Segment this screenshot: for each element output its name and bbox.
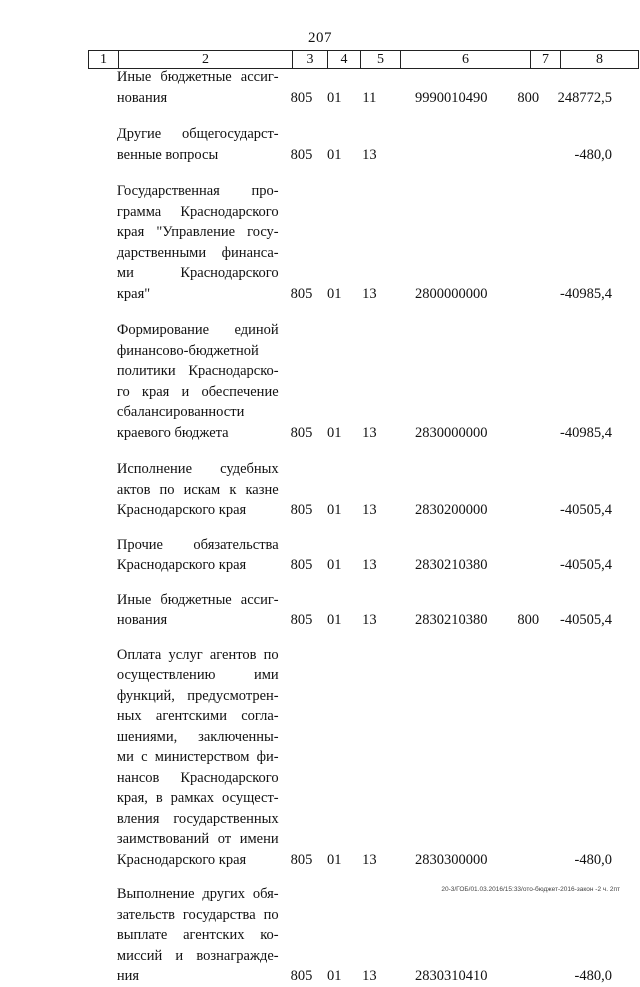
column-header: 3	[293, 51, 328, 69]
column-header: 8	[561, 51, 639, 69]
table-row	[88, 124, 618, 165]
ministry-code: 805	[290, 502, 313, 518]
section-code: 01	[326, 285, 342, 302]
section-code: 01	[326, 146, 342, 163]
column-header: 4	[328, 51, 361, 69]
item-name	[117, 67, 285, 108]
item-name-line: Оплата услуг агентов по	[116, 646, 279, 663]
amount: -480,0	[574, 968, 613, 984]
item-name-line: ния	[116, 968, 140, 984]
item-name-line: Государственная про-	[116, 183, 279, 199]
item-name	[117, 884, 285, 987]
table-row	[88, 590, 618, 631]
column-header: 5	[361, 51, 401, 69]
item-name-line: дарственными финанса-	[116, 244, 279, 261]
item-name-line: вления государственных	[116, 810, 279, 827]
ministry-code: 805	[290, 968, 313, 984]
amount: -480,0	[574, 851, 613, 868]
item-name-line: выплате агентских ко-	[116, 927, 279, 943]
amount: -40985,4	[560, 424, 613, 441]
column-header: 1	[89, 51, 119, 69]
item-name-line: Исполнение судебных	[116, 461, 279, 477]
amount: -40985,4	[560, 285, 613, 302]
table-row	[88, 645, 618, 871]
item-name-line: заимствований от имени	[116, 831, 279, 847]
item-name-line: осуществлению ими	[116, 667, 279, 683]
item-name-line: финансово-бюджетной	[116, 342, 259, 359]
item-name-line: шениями, заключенны-	[116, 728, 279, 745]
subsection-code: 13	[362, 502, 377, 518]
subsection-code: 13	[362, 424, 377, 441]
item-name-line: Другие общегосударст-	[116, 126, 279, 142]
item-name-line: политики Краснодарско-	[116, 363, 279, 379]
item-name	[117, 535, 285, 576]
target-article-code: 2800000000	[414, 285, 488, 302]
amount: 248772,5	[557, 89, 613, 106]
section-code: 01	[326, 557, 342, 573]
ministry-code: 805	[290, 146, 313, 163]
table-row	[88, 67, 618, 108]
table-row	[88, 320, 618, 443]
item-name	[117, 320, 285, 443]
target-article-code: 2830210380	[414, 557, 488, 573]
subsection-code: 13	[362, 285, 377, 302]
item-name	[117, 459, 285, 521]
target-article-code: 2830300000	[414, 851, 488, 868]
section-code: 01	[326, 612, 342, 628]
target-article-code: 2830200000	[414, 502, 488, 518]
item-name-line: Краснодарского края	[116, 502, 247, 518]
item-name-line: нования	[116, 89, 168, 106]
item-name-line: грамма Краснодарского	[116, 203, 279, 220]
item-name-line: сбалансированности	[116, 404, 245, 420]
item-name-line: Краснодарского края	[116, 557, 247, 573]
item-name-line: венные вопросы	[116, 146, 219, 163]
target-article-code: 9990010490	[414, 89, 488, 106]
item-name	[117, 590, 285, 631]
item-name-line: краевого бюджета	[116, 424, 229, 441]
subsection-code: 13	[362, 146, 377, 163]
amount: -480,0	[574, 146, 613, 163]
table-row	[88, 459, 618, 521]
subsection-code: 13	[362, 612, 377, 628]
budget-rows	[88, 67, 618, 987]
column-header-row	[89, 51, 639, 69]
amount: -40505,4	[560, 612, 613, 628]
subsection-code: 13	[362, 557, 377, 573]
item-name-line: ми с министерством фи-	[116, 749, 279, 765]
ministry-code: 805	[290, 89, 313, 106]
section-code: 01	[326, 424, 342, 441]
subsection-code: 11	[362, 89, 377, 106]
item-name-line: ми Краснодарского	[116, 265, 279, 281]
item-name	[117, 645, 285, 871]
target-article-code: 2830310410	[414, 968, 488, 984]
section-code: 01	[326, 851, 342, 868]
item-name-line: го края и обеспечение	[116, 383, 279, 400]
item-name-line: Выполнение других обя-	[116, 886, 279, 902]
document-footer: 20-3/ГОБ/01.03.2016/15:33/ото-бюджет-2016-закон -2 ч. 2пт	[441, 886, 620, 893]
table-row	[88, 535, 618, 576]
subsection-code: 13	[362, 968, 377, 984]
item-name-line: миссий и вознагражде-	[116, 947, 279, 964]
ministry-code: 805	[290, 557, 313, 573]
item-name	[117, 181, 285, 304]
target-article-code: 2830210380	[414, 612, 488, 628]
subsection-code: 13	[362, 851, 377, 868]
ministry-code: 805	[290, 285, 313, 302]
section-code: 01	[326, 89, 342, 106]
amount: -40505,4	[560, 557, 613, 573]
item-name-line: актов по искам к казне	[116, 481, 279, 498]
column-header: 6	[401, 51, 531, 69]
amount: -40505,4	[560, 502, 613, 518]
section-code: 01	[326, 968, 342, 984]
ministry-code: 805	[290, 851, 313, 868]
table-row	[88, 181, 618, 304]
item-name-line: Формирование единой	[116, 322, 279, 338]
column-header: 2	[119, 51, 293, 69]
item-name	[117, 124, 285, 165]
column-header: 7	[531, 51, 561, 69]
item-name-line: нования	[116, 612, 168, 628]
item-name-line: зательств государства по	[116, 906, 279, 923]
item-name-line: края "Управление госу-	[116, 224, 279, 240]
target-article-code: 2830000000	[414, 424, 488, 441]
page-number: 207	[308, 30, 332, 46]
section-code: 01	[326, 502, 342, 518]
item-name-line: Прочие обязательства	[116, 536, 279, 553]
item-name-line: нансов Краснодарского	[116, 769, 279, 786]
ministry-code: 805	[290, 612, 313, 628]
item-name-line: Иные бюджетные ассиг-	[116, 69, 279, 85]
expense-type-code: 800	[517, 612, 540, 628]
item-name-line: края, в рамках осущест-	[116, 790, 279, 806]
item-name-line: функций, предусмотрен-	[116, 687, 279, 704]
expense-type-code: 800	[517, 89, 540, 106]
ministry-code: 805	[290, 424, 313, 441]
table-row	[88, 884, 618, 987]
item-name-line: Иные бюджетные ассиг-	[116, 591, 279, 608]
item-name-line: ных агентскими согла-	[116, 708, 279, 724]
item-name-line: Краснодарского края	[116, 851, 247, 868]
item-name-line: края"	[116, 285, 151, 302]
